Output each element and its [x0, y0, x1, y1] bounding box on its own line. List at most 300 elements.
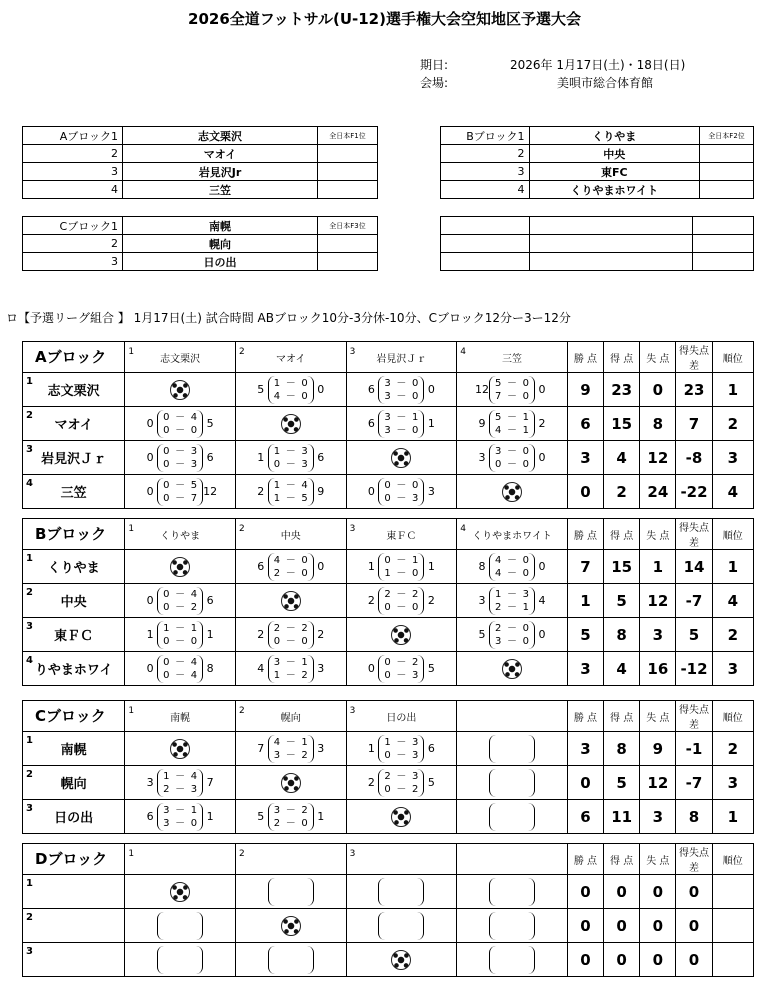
half-dash: －	[285, 479, 296, 491]
master-note	[700, 163, 754, 181]
match-score	[236, 441, 346, 474]
half-score	[495, 622, 529, 635]
half-dash: －	[396, 390, 407, 402]
half-for: 3	[273, 804, 281, 816]
half-against: 1	[522, 601, 530, 613]
block-name: Bブロック	[35, 525, 107, 543]
match-score	[457, 550, 567, 583]
stat-value: 1	[640, 550, 676, 584]
team-name: 日の出	[54, 811, 94, 826]
column-header	[457, 342, 568, 373]
team-number: 1	[26, 376, 33, 387]
stat-header: 失 点	[640, 342, 676, 373]
master-team: 志文栗沢	[123, 127, 318, 145]
half-against: 1	[190, 622, 198, 634]
match-cell	[346, 618, 457, 652]
master-note	[318, 253, 378, 271]
score-total-against: 2	[538, 417, 546, 430]
team-number: 2	[26, 587, 33, 598]
block-name: Aブロック	[35, 348, 107, 366]
half-against: 0	[301, 390, 308, 402]
team-number: 3	[26, 621, 33, 632]
half-dash: －	[175, 669, 186, 681]
team-cell	[23, 475, 125, 509]
half-against: 5	[190, 479, 198, 491]
score-total-against: 4	[538, 594, 546, 607]
match-cell	[346, 475, 457, 509]
stat-value: 0	[567, 909, 603, 943]
half-for: 5	[495, 377, 502, 389]
half-against: 2	[301, 749, 308, 761]
match-score	[457, 800, 567, 833]
match-score	[347, 550, 457, 583]
match-score	[347, 652, 457, 685]
score-bracket	[157, 946, 203, 974]
page-title: 2026全道フットサル(U-12)選手権大会空知地区予選大会	[188, 10, 581, 28]
soccer-ball-icon	[391, 448, 411, 468]
half-for: 0	[163, 411, 170, 423]
stat-value: -1	[676, 732, 712, 766]
half-against: 3	[412, 749, 419, 761]
master-row	[441, 253, 754, 271]
score-total-for: 3	[478, 594, 486, 607]
soccer-ball-icon	[502, 659, 522, 679]
stat-value: -7	[676, 766, 712, 800]
match-cell	[457, 943, 568, 977]
half-score	[163, 770, 197, 783]
half-against: 0	[412, 601, 419, 613]
soccer-ball-icon	[281, 591, 301, 611]
stat-header: 失 点	[640, 701, 676, 732]
half-against: 0	[412, 424, 419, 436]
stat-value: 9	[640, 732, 676, 766]
master-seed: 3	[23, 163, 123, 181]
master-seed: 4	[441, 181, 530, 199]
score-halves	[378, 769, 424, 797]
team-cell	[23, 732, 125, 766]
half-against: 0	[522, 567, 530, 579]
stat-value: 2	[712, 618, 753, 652]
half-score	[274, 492, 308, 505]
half-dash: －	[175, 817, 186, 829]
half-score	[163, 669, 197, 682]
master-row	[441, 181, 754, 199]
half-against: 1	[412, 411, 419, 423]
half-for: 0	[384, 479, 391, 491]
half-for: 1	[495, 588, 502, 600]
match-cell	[346, 943, 457, 977]
score-halves	[268, 376, 314, 404]
header-row	[23, 519, 754, 550]
score-halves	[157, 444, 203, 472]
team-name: りやまホワイ	[34, 663, 113, 678]
score-total-for: 6	[367, 417, 375, 430]
match-score	[125, 800, 235, 833]
half-against: 4	[190, 411, 198, 423]
score-total-against: 2	[427, 594, 435, 607]
half-against: 0	[522, 390, 530, 402]
stat-value: -22	[676, 475, 712, 509]
half-for: 1	[384, 567, 391, 579]
score-total-for: 0	[367, 485, 375, 498]
match-cell	[235, 909, 346, 943]
half-against: 4	[190, 770, 198, 782]
master-team: 中央	[529, 145, 700, 163]
master-team: マオイ	[123, 145, 318, 163]
score-total-for: 6	[367, 383, 375, 396]
half-score	[163, 635, 197, 648]
block-name-cell	[23, 342, 125, 373]
half-for: 1	[163, 770, 170, 782]
half-for: 0	[163, 458, 170, 470]
match-score	[457, 875, 567, 908]
header-row	[23, 701, 754, 732]
team-number: 1	[26, 553, 33, 564]
half-against: 5	[301, 492, 308, 504]
soccer-ball-icon	[281, 916, 301, 936]
soccer-ball-icon	[170, 557, 190, 577]
half-against: 0	[301, 554, 308, 566]
half-for: 0	[163, 588, 170, 600]
match-score	[347, 875, 457, 908]
match-cell	[235, 550, 346, 584]
stat-header: 順位	[712, 519, 753, 550]
half-for: 2	[495, 622, 502, 634]
stat-value: 23	[676, 373, 712, 407]
match-score	[347, 584, 457, 617]
half-dash: －	[285, 656, 296, 668]
match-score	[236, 943, 346, 976]
score-total-for: 0	[367, 662, 375, 675]
stat-header: 得 点	[604, 519, 640, 550]
stat-header: 順位	[712, 701, 753, 732]
half-dash: －	[175, 424, 186, 436]
score-halves	[489, 376, 535, 404]
stat-value: 9	[567, 373, 603, 407]
match-cell	[235, 584, 346, 618]
master-table-b	[440, 126, 754, 199]
score-total-against: 0	[317, 383, 325, 396]
half-for: 1	[163, 622, 170, 634]
score-total-for: 2	[367, 594, 375, 607]
half-for: 0	[163, 424, 170, 436]
half-for: 3	[495, 445, 502, 457]
half-dash: －	[175, 656, 186, 668]
master-seed	[441, 235, 530, 253]
half-for: 3	[163, 804, 170, 816]
half-score	[163, 492, 197, 505]
match-score	[125, 652, 235, 685]
stat-value: 12	[640, 584, 676, 618]
match-score	[125, 618, 235, 651]
date-value: 2026年 1月17日(土)・18日(日)	[510, 58, 686, 72]
master-seed: 2	[441, 145, 530, 163]
half-for: 2	[273, 622, 281, 634]
score-halves	[268, 655, 314, 683]
half-dash: －	[396, 656, 407, 668]
half-against: 0	[522, 554, 530, 566]
half-score	[495, 390, 529, 403]
match-cell	[457, 550, 568, 584]
stat-value: 0	[567, 875, 603, 909]
match-score	[236, 373, 346, 406]
master-row	[23, 181, 378, 199]
half-dash: －	[175, 411, 186, 423]
match-score	[457, 766, 567, 799]
team-cell	[23, 618, 125, 652]
half-score	[384, 411, 418, 424]
score-total-against: 1	[427, 417, 435, 430]
match-cell	[235, 943, 346, 977]
score-total-for: 5	[478, 628, 486, 641]
master-note	[318, 235, 378, 253]
half-against: 3	[412, 770, 419, 782]
master-team: くりやま	[529, 127, 700, 145]
master-note	[693, 217, 754, 235]
half-score	[274, 567, 308, 580]
stat-value: 8	[604, 732, 640, 766]
half-score	[384, 783, 418, 796]
half-score	[495, 411, 529, 424]
stat-value: 7	[676, 407, 712, 441]
half-for: 3	[273, 749, 281, 761]
score-halves	[378, 410, 424, 438]
half-for: 0	[384, 783, 391, 795]
half-score	[274, 554, 308, 567]
half-against: 4	[190, 656, 198, 668]
match-score	[347, 766, 457, 799]
half-dash: －	[285, 736, 296, 748]
column-number: 4	[460, 347, 466, 357]
column-team: 南幌	[170, 712, 191, 724]
score-total-for: 6	[146, 810, 154, 823]
column-number: 3	[349, 347, 356, 357]
score-bracket	[489, 735, 535, 763]
half-against: 3	[412, 736, 419, 748]
half-dash: －	[396, 783, 407, 795]
half-dash: －	[175, 588, 186, 600]
team-row	[23, 373, 754, 407]
half-for: 2	[384, 588, 391, 600]
match-cell	[235, 407, 346, 441]
half-dash: －	[285, 390, 296, 402]
team-number: 3	[26, 946, 33, 957]
league-note: ロ【予選リーグ組合 】 1月17日(土) 試合時間 ABブロック10分-3分休-10分、Cブロック12分ー3ー12分	[6, 311, 571, 325]
score-bracket	[489, 912, 535, 940]
half-for: 2	[384, 770, 391, 782]
column-header	[346, 519, 457, 550]
half-dash: －	[285, 458, 296, 470]
match-cell	[457, 475, 568, 509]
half-for: 3	[273, 656, 281, 668]
half-score	[163, 601, 197, 614]
half-for: 0	[163, 656, 170, 668]
league-table	[22, 341, 754, 509]
half-dash: －	[285, 817, 296, 829]
match-score	[125, 943, 235, 976]
score-bracket	[378, 912, 424, 940]
master-row	[441, 163, 754, 181]
half-against: 0	[412, 390, 419, 402]
half-dash: －	[507, 390, 518, 402]
half-for: 0	[384, 749, 391, 761]
score-bracket	[489, 803, 535, 831]
match-cell	[346, 441, 457, 475]
column-number: 1	[128, 706, 135, 716]
score-total-for: 0	[146, 662, 154, 675]
half-score	[495, 377, 529, 390]
half-against: 3	[190, 458, 198, 470]
score-total-for: 9	[478, 417, 486, 430]
score-total-against: 5	[206, 417, 214, 430]
team-row	[23, 407, 754, 441]
master-team: 南幌	[123, 217, 318, 235]
score-total-against: 6	[206, 451, 214, 464]
match-cell	[125, 943, 236, 977]
score-halves	[268, 621, 314, 649]
half-dash: －	[175, 635, 186, 647]
stat-header: 順位	[712, 342, 753, 373]
match-cell	[125, 766, 236, 800]
match-score	[457, 732, 567, 765]
half-against: 0	[190, 817, 198, 829]
score-total-for: 0	[146, 417, 154, 430]
half-for: 0	[163, 601, 170, 613]
venue-value: 美唄市総合体育館	[557, 76, 654, 90]
half-dash: －	[396, 411, 407, 423]
master-seed: Aブロック1	[23, 127, 123, 145]
half-against: 3	[190, 445, 198, 457]
half-score	[274, 479, 308, 492]
match-cell	[235, 618, 346, 652]
stat-value	[712, 943, 753, 977]
score-total-for: 1	[367, 742, 375, 755]
half-dash: －	[396, 749, 407, 761]
half-against: 4	[301, 479, 308, 491]
score-total-against: 1	[317, 810, 325, 823]
match-cell	[125, 441, 236, 475]
score-total-against: 12	[203, 485, 218, 498]
match-cell	[235, 766, 346, 800]
half-dash: －	[285, 554, 296, 566]
team-name: マオイ	[54, 418, 93, 433]
half-score	[495, 445, 529, 458]
score-halves	[157, 655, 203, 683]
half-for: 0	[384, 492, 391, 504]
half-score	[274, 804, 308, 817]
half-against: 3	[412, 669, 419, 681]
stat-value: 3	[712, 766, 753, 800]
half-dash: －	[285, 445, 296, 457]
half-dash: －	[175, 804, 186, 816]
team-name: 三笠	[60, 486, 87, 501]
score-halves	[268, 553, 314, 581]
stat-value: 5	[604, 766, 640, 800]
column-number: 3	[349, 706, 356, 716]
half-score	[384, 479, 418, 492]
half-for: 0	[384, 669, 391, 681]
column-number: 1	[128, 347, 135, 357]
match-score	[457, 618, 567, 651]
half-against: 0	[412, 479, 419, 491]
match-cell	[125, 875, 236, 909]
match-cell	[125, 550, 236, 584]
score-total-for: 3	[478, 451, 486, 464]
master-row	[23, 235, 378, 253]
match-score	[125, 766, 235, 799]
half-dash: －	[396, 377, 407, 389]
block-name: Dブロック	[35, 850, 108, 868]
column-header	[457, 844, 568, 875]
half-score	[163, 622, 197, 635]
master-seed: 2	[23, 235, 123, 253]
column-header	[235, 519, 346, 550]
match-score	[457, 584, 567, 617]
team-number: 4	[26, 655, 33, 666]
half-score	[384, 377, 418, 390]
stat-header: 得失点差	[676, 844, 712, 875]
score-halves	[489, 587, 535, 615]
half-dash: －	[285, 804, 296, 816]
team-cell	[23, 766, 125, 800]
column-header	[457, 519, 568, 550]
stat-value: 5	[676, 618, 712, 652]
match-score	[457, 909, 567, 942]
master-seed: 2	[23, 145, 123, 163]
score-total-against: 7	[206, 776, 214, 789]
half-score	[274, 749, 308, 762]
half-dash: －	[507, 424, 518, 436]
half-score	[274, 669, 308, 682]
half-against: 4	[190, 588, 198, 600]
stat-value: 0	[640, 875, 676, 909]
match-cell	[125, 407, 236, 441]
column-number: 1	[128, 524, 135, 534]
team-row	[23, 943, 754, 977]
half-score	[274, 635, 308, 648]
half-for: 7	[495, 390, 502, 402]
half-score	[384, 554, 418, 567]
stat-value: 0	[640, 373, 676, 407]
score-halves	[489, 553, 535, 581]
stat-value: 12	[640, 766, 676, 800]
stat-value: 0	[567, 475, 603, 509]
team-row	[23, 766, 754, 800]
master-team: 幌向	[123, 235, 318, 253]
half-against: 0	[190, 635, 198, 647]
score-total-against: 3	[317, 662, 325, 675]
half-dash: －	[507, 445, 518, 457]
score-total-against: 0	[538, 628, 546, 641]
score-halves	[378, 655, 424, 683]
half-dash: －	[507, 635, 518, 647]
score-total-for: 5	[257, 383, 265, 396]
header-row	[23, 342, 754, 373]
team-name: 幌向	[60, 777, 87, 792]
master-table-a	[22, 126, 378, 199]
team-cell	[23, 800, 125, 834]
half-score	[495, 601, 529, 614]
half-for: 4	[495, 554, 502, 566]
match-score	[236, 475, 346, 508]
half-for: 0	[384, 554, 391, 566]
score-halves	[157, 478, 203, 506]
match-cell	[457, 875, 568, 909]
half-for: 1	[384, 736, 391, 748]
match-cell	[125, 652, 236, 686]
half-against: 1	[301, 656, 308, 668]
stat-header: 勝 点	[567, 342, 603, 373]
